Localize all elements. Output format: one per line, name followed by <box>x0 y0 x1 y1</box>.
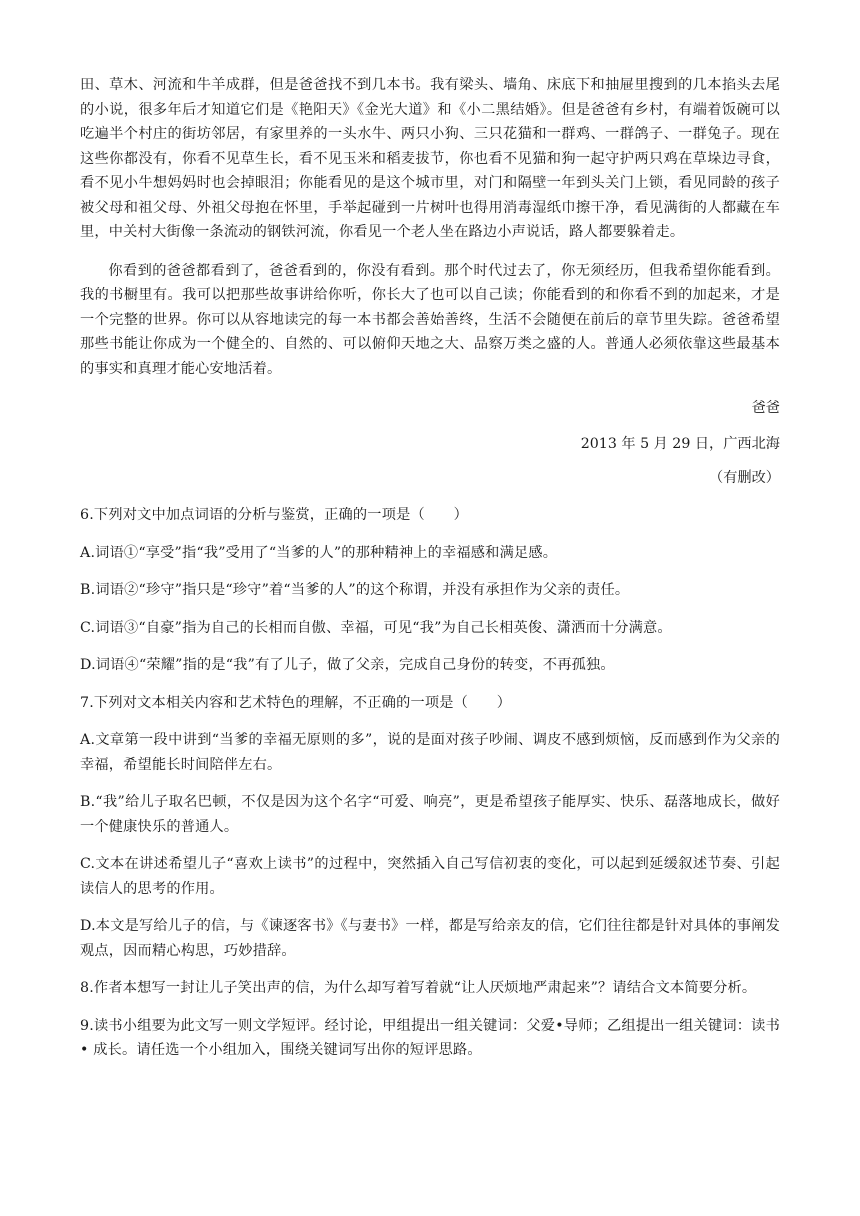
letter-signature: 爸爸 <box>751 400 780 416</box>
question-7-option-a: A.文章第一段中讲到“当爹的幸福无原则的多”，说的是面对孩子吵闹、调皮不感到烦恼，反而感到作为父亲的幸福，希望能长时间陪伴左右。 <box>80 732 780 773</box>
passage-paragraph-1: 田、草木、河流和牛羊成群，但是爸爸找不到几本书。我有梁头、墙角、床底下和抽屉里搜到的几本掐头去尾的小说，很多年后才知道它们是《艳阳天》《金光大道》和《小二黑结婚》。但是爸爸有乡村，有端着饭碗可以吃遍半个村庄的街坊邻居，有家里养的一头水牛、两只小狗、三只花猫和一群鸡、一群鸽子、一群兔子。现在这些你都没有，你看不见草生长，看不见玉米和稻麦拔节，你也看不见猫和狗一起守护两只鸡在草垛边寻食，看不见小牛想妈妈时也会掉眼泪；你能看见的是这个城市里，对门和隔壁一年到头关门上锁，看见同龄的孩子被父母和祖父母、外祖父母抱在怀里，手举起碰到一片树叶也得用消毒湿纸巾擦干净，看见满街的人都藏在车里，中关村大街像一条流动的钢铁河流，你看见一个老人坐在路边小声说话，路人都要躲着走。 <box>80 77 780 240</box>
question-6-option-d: D.词语④“荣耀”指的是“我”有了儿子，做了父亲，完成自己身份的转变，不再孤独。 <box>80 657 615 673</box>
question-6: 6.下列对文中加点词语的分析与鉴赏，正确的一项是（ ） <box>80 507 469 523</box>
question-9: 9.读书小组要为此文写一则文学短评。经讨论，甲组提出一组关键词：父爱•导师；乙组提出一组关键词：读书 • 成长。请任选一个小组加入，围绕关键词写出你的短评思路。 <box>80 1017 780 1058</box>
question-6-option-a: A.词语①“享受”指“我”受用了“当爹的人”的那种精神上的幸福感和满足感。 <box>80 544 558 561</box>
question-6-option-b: B.词语②“珍守”指只是“珍守”着“当爹的人”的这个称谓，并没有承担作为父亲的责任。 <box>80 582 630 598</box>
question-7-option-b: B.“我”给儿子取名巴顿，不仅是因为这个名字“可爱、响亮”，更是希望孩子能厚实、快乐、磊落地成长，做好一个健康快乐的普通人。 <box>80 794 780 835</box>
question-7-option-d: D.本文是写给儿子的信，与《谏逐客书》《与妻书》一样，都是写给亲友的信，它们往往都是针对具体的事阐发观点，因而精心构思，巧妙措辞。 <box>80 918 780 959</box>
passage-paragraph-2: 你看到的爸爸都看到了，爸爸看到的，你没有看到。那个时代过去了，你无须经历，但我希望你能看到。我的书橱里有。我可以把那些故事讲给你听，你长大了也可以自己读；你能看到的和你看不到的加起来，才是一个完整的世界。你可以从容地读完的每一本书都会善始善终，生活不会随便在前后的章节里失踪。爸爸希望那些书能让你成为一个健全的、自然的、可以俯仰天地之大、品察万类之盛的人。普通人必须依靠这些最基本的事实和真理才能心安地活着。 <box>80 262 780 377</box>
question-6-option-c: C.词语③“自豪”指为自己的长相而自傲、幸福，可见“我”为自己长相英俊、潇洒而十分满意。 <box>80 619 672 636</box>
question-7-option-c: C.文本在讲述希望儿子“喜欢上读书”的过程中，突然插入自己写信初衷的变化，可以起到延缓叙述节奏、引起读信人的思考的作用。 <box>80 856 780 897</box>
question-8: 8.作者本想写一封让儿子笑出声的信，为什么却写着写着就“让人厌烦地严肃起来”？请结合文本简要分析。 <box>80 980 757 996</box>
edit-note: （有删改） <box>709 470 780 486</box>
letter-date: 2013 年 5 月 29 日，广西北海 <box>580 436 780 452</box>
question-7: 7.下列对文本相关内容和艺术特色的理解，不正确的一项是（ ） <box>80 694 512 711</box>
